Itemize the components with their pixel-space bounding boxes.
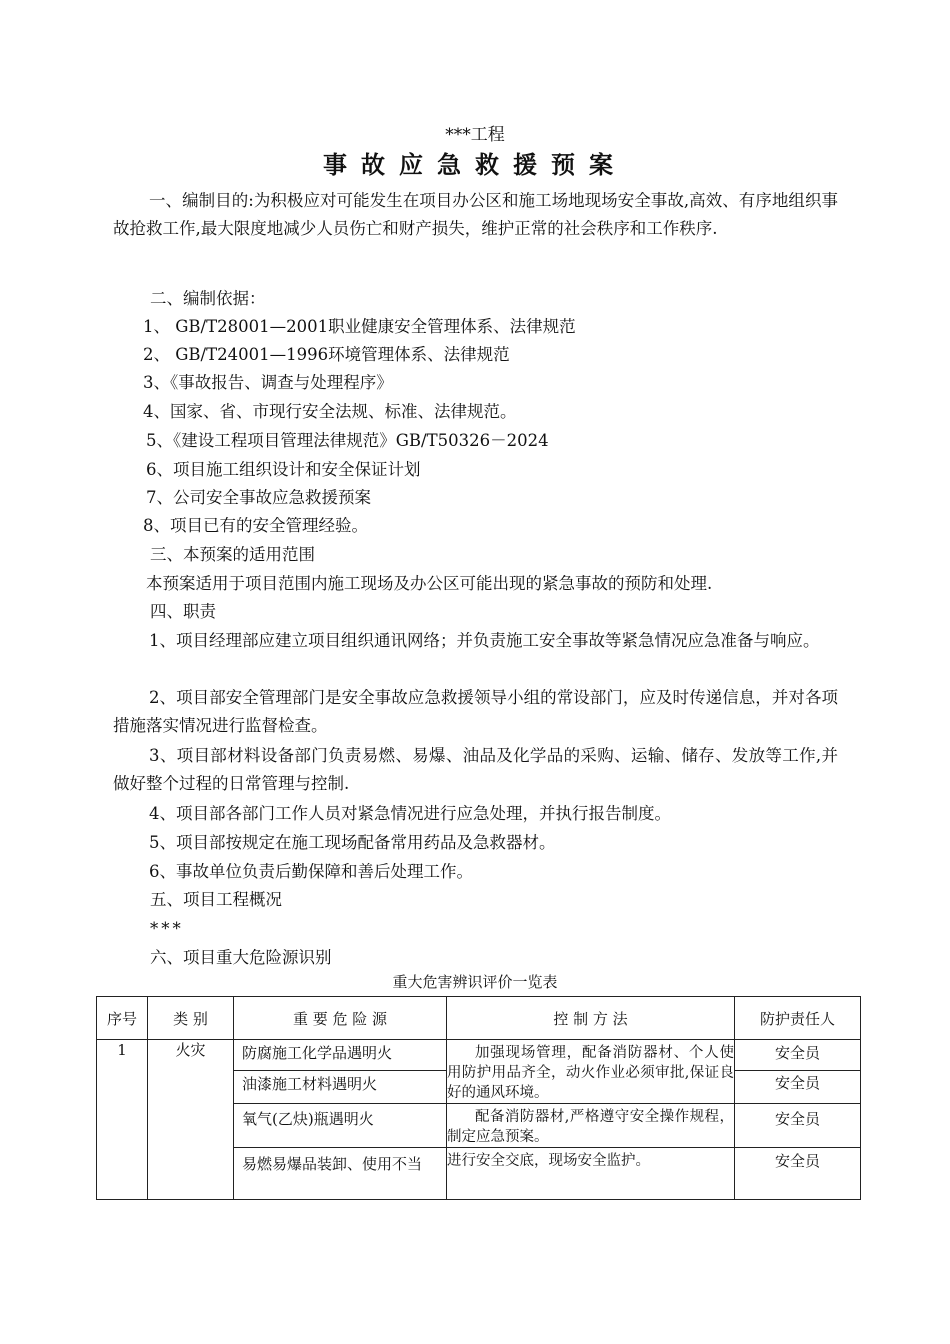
project-subtitle: ***工程 <box>445 125 505 145</box>
hazard-table <box>96 996 861 1200</box>
cell-responsible: 安全员 <box>735 1040 861 1071</box>
cell-hazard: 防腐施工化学品遇明火 <box>234 1040 447 1071</box>
section-duties-heading: 四、职责 <box>150 602 216 621</box>
purpose-paragraph: 一、编制目的:为积极应对可能发生在项目办公区和施工场地现场安全事故,高效、有序地组织事故抢救工作,最大限度地减少人员伤亡和财产损失，维护正常的社会秩序和工作秩序. <box>113 191 838 238</box>
basis-item: 2、 GB/T24001—1996环境管理体系、法律规范 <box>143 345 510 364</box>
duty-item: 3、项目部材料设备部门负责易燃、易爆、油品及化学品的采购、运输、储存、发放等工作,并做好整个过程的日常管理与控制. <box>113 746 838 793</box>
cell-seq: 1 <box>97 1040 148 1200</box>
cell-responsible: 安全员 <box>735 1104 861 1148</box>
duty-item: 5、项目部按规定在施工现场配备常用药品及急救器材。 <box>149 833 556 852</box>
table-caption: 重大危害辨识评价一览表 <box>392 973 558 991</box>
cell-control: 配备消防器材,严格遵守安全操作规程，制定应急预案。 <box>447 1104 735 1148</box>
cell-hazard: 氧气(乙炔)瓶遇明火 <box>234 1104 447 1148</box>
section-hazard-heading: 六、项目重大危险源识别 <box>150 948 332 967</box>
duty-item: 2、项目部安全管理部门是安全事故应急救援领导小组的常设部门，应及时传递信息，并对各项措施落实情况进行监督检查。 <box>113 688 838 735</box>
cell-responsible: 安全员 <box>735 1070 861 1103</box>
cell-hazard: 易燃易爆品装卸、使用不当 <box>234 1148 447 1200</box>
header-hazard: 重 要 危 险 源 <box>234 997 447 1040</box>
table-row <box>97 1040 861 1071</box>
header-category: 类 别 <box>148 997 234 1040</box>
section-overview-heading: 五、项目工程概况 <box>150 890 282 909</box>
section-basis-heading: 二、编制依据： <box>150 289 266 308</box>
header-responsible: 防护责任人 <box>735 997 861 1040</box>
basis-item: 7、公司安全事故应急救援预案 <box>146 488 371 507</box>
duty-item: 1、项目经理部应建立项目组织通讯网络；并负责施工安全事故等紧急情况应急准备与响应。 <box>149 631 820 650</box>
overview-text: *** <box>150 919 184 938</box>
cell-responsible: 安全员 <box>735 1148 861 1200</box>
cell-hazard: 油漆施工材料遇明火 <box>234 1070 447 1103</box>
basis-item: 6、项目施工组织设计和安全保证计划 <box>146 460 421 479</box>
duty-item: 4、项目部各部门工作人员对紧急情况进行应急处理，并执行报告制度。 <box>149 804 671 823</box>
page-title: 事故应急救援预案 <box>323 151 627 179</box>
basis-item: 1、 GB/T28001—2001职业健康安全管理体系、法律规范 <box>143 317 576 336</box>
basis-item: 4、国家、省、市现行安全法规、标准、法律规范。 <box>143 402 517 421</box>
cell-control: 进行安全交底，现场安全监护。 <box>447 1148 735 1200</box>
header-seq: 序号 <box>97 997 148 1040</box>
section-scope-heading: 三、本预案的适用范围 <box>150 545 315 564</box>
duty-item: 6、事故单位负责后勤保障和善后处理工作。 <box>149 862 473 881</box>
cell-category: 火灾 <box>148 1040 234 1200</box>
scope-paragraph: 本预案适用于项目范围内施工现场及办公区可能出现的紧急事故的预防和处理. <box>146 574 713 593</box>
basis-item: 8、项目已有的安全管理经验。 <box>143 516 368 535</box>
basis-item: 3、《事故报告、调查与处理程序》 <box>143 373 393 392</box>
header-control: 控 制 方 法 <box>447 997 735 1040</box>
cell-control: 加强现场管理，配备消防器材、个人使用防护用品齐全，动火作业必须审批,保证良好的通风环境。 <box>447 1040 735 1104</box>
basis-item: 5、《建设工程项目管理法律规范》GB/T50326－2024 <box>146 431 549 450</box>
table-header-row <box>97 997 861 1040</box>
